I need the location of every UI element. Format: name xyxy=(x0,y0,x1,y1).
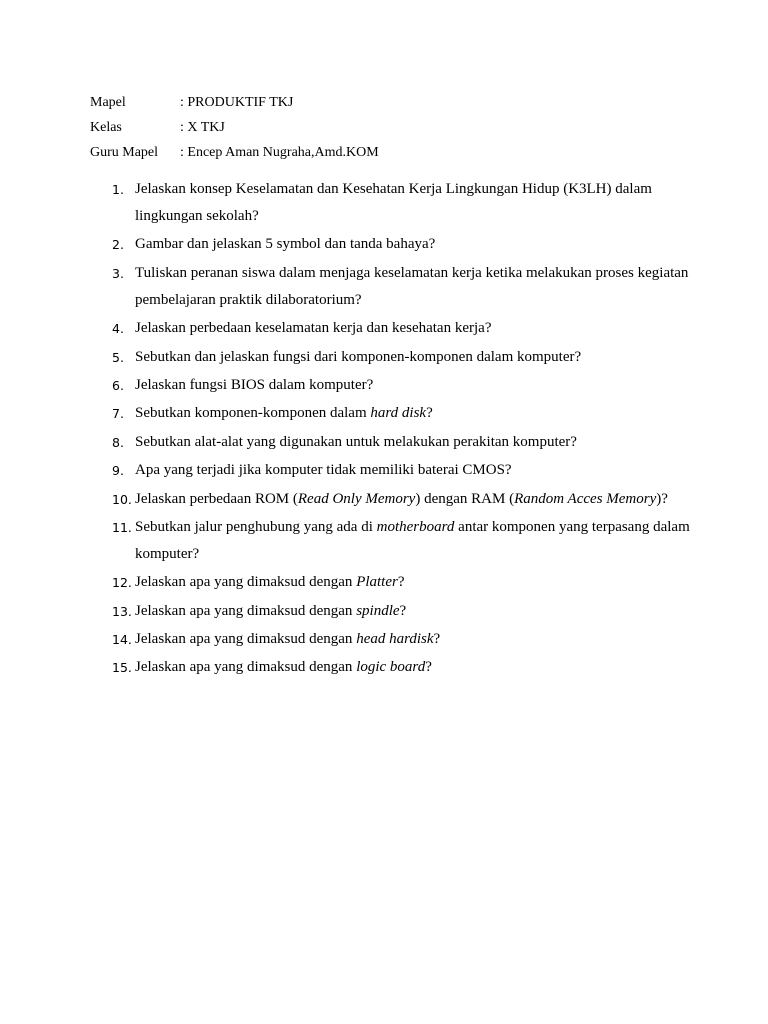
question-text-segment: Gambar dan jelaskan 5 symbol dan tanda bahaya? xyxy=(135,236,436,253)
question-item xyxy=(100,176,690,230)
question-text xyxy=(135,344,690,371)
question-number-label: 4. xyxy=(112,321,124,337)
header-value: : X TKJ xyxy=(180,120,225,135)
question-text-emphasis: head hardisk xyxy=(356,631,434,648)
question-item xyxy=(100,400,690,427)
question-text-segment: Jelaskan fungsi BIOS dalam komputer? xyxy=(135,376,374,393)
header-row-guru-mapel xyxy=(90,140,690,165)
question-number xyxy=(100,654,135,681)
question-text-segment: ? xyxy=(399,602,407,619)
question-text xyxy=(135,486,690,513)
question-text-segment: ? xyxy=(433,631,441,648)
question-list xyxy=(100,176,690,683)
question-item xyxy=(100,514,690,568)
question-number xyxy=(100,486,135,513)
question-text-segment: ? xyxy=(426,405,433,422)
question-text-segment: Tuliskan peranan siswa dalam menjaga keselamatan kerja ketika melakukan proses kegiatan pembelajaran praktik dilaboratorium? xyxy=(135,264,689,308)
question-number-label: 5. xyxy=(112,349,124,365)
question-item xyxy=(100,372,690,399)
question-text xyxy=(135,231,690,258)
header-row-mapel xyxy=(90,90,690,115)
question-text-emphasis: hard disk xyxy=(370,405,427,422)
question-text-segment: Jelaskan perbedaan keselamatan kerja dan kesehatan kerja? xyxy=(135,320,492,337)
question-item xyxy=(100,231,690,258)
question-text-segment: Sebutkan alat-alat yang digunakan untuk melakukan perakitan komputer? xyxy=(135,433,577,450)
header-row-kelas xyxy=(90,115,690,140)
question-number-label: 12. xyxy=(112,575,132,591)
question-text-segment: Apa yang terjadi jika komputer tidak memiliki baterai CMOS? xyxy=(135,462,512,479)
question-text-segment: )? xyxy=(656,490,668,507)
question-text-segment: Jelaskan perbedaan ROM ( xyxy=(135,490,298,507)
question-number-label: 9. xyxy=(112,463,124,479)
question-number xyxy=(100,260,135,314)
question-item xyxy=(100,569,690,596)
question-item xyxy=(100,260,690,314)
question-text-segment: Sebutkan komponen-komponen dalam xyxy=(135,405,371,422)
question-text-segment: antar komponen yang terpasang dalam komputer? xyxy=(135,518,690,562)
question-text-segment: Jelaskan apa yang dimaksud dengan xyxy=(135,602,357,619)
question-number xyxy=(100,429,135,456)
question-text-segment: Sebutkan dan jelaskan fungsi dari komponen-komponen dalam komputer? xyxy=(135,348,582,365)
question-text-emphasis: Platter xyxy=(356,574,398,591)
question-number-label: 11. xyxy=(112,519,132,535)
question-item xyxy=(100,429,690,456)
question-item xyxy=(100,598,690,625)
header-label: Mapel xyxy=(90,95,126,110)
question-text-segment: Jelaskan apa yang dimaksud dengan xyxy=(135,631,357,648)
question-text xyxy=(135,315,690,342)
question-text-segment: Jelaskan apa yang dimaksud dengan xyxy=(135,659,357,676)
question-text xyxy=(135,514,690,568)
question-number xyxy=(100,400,135,427)
question-text-segment: Jelaskan apa yang dimaksud dengan xyxy=(135,574,357,591)
question-number xyxy=(100,372,135,399)
question-item xyxy=(100,486,690,513)
question-text xyxy=(135,176,690,230)
question-text xyxy=(135,654,690,681)
question-number-label: 3. xyxy=(112,265,124,281)
question-number-label: 15. xyxy=(112,660,132,676)
question-number xyxy=(100,598,135,625)
question-number xyxy=(100,231,135,258)
question-number xyxy=(100,569,135,596)
question-number xyxy=(100,457,135,484)
question-text-segment: Sebutkan jalur penghubung yang ada di xyxy=(135,518,377,535)
question-item xyxy=(100,457,690,484)
question-number xyxy=(100,514,135,568)
question-text-emphasis: motherboard xyxy=(376,518,455,535)
question-number-label: 10. xyxy=(112,491,132,507)
document-header xyxy=(90,90,690,165)
question-number-label: 13. xyxy=(112,603,132,619)
question-text xyxy=(135,372,690,399)
question-number-label: 2. xyxy=(112,237,124,253)
question-text xyxy=(135,457,690,484)
question-text xyxy=(135,260,690,314)
question-text xyxy=(135,429,690,456)
question-number-label: 1. xyxy=(112,182,124,197)
question-number-label: 7. xyxy=(112,406,124,422)
question-text-segment: ? xyxy=(397,574,405,591)
question-number xyxy=(100,176,135,230)
question-number-label: 6. xyxy=(112,377,124,393)
question-item xyxy=(100,654,690,681)
question-item xyxy=(100,626,690,653)
header-value: : PRODUKTIF TKJ xyxy=(180,95,294,110)
question-text xyxy=(135,598,690,625)
question-item xyxy=(100,344,690,371)
header-value: : Encep Aman Nugraha,Amd.KOM xyxy=(180,145,379,160)
question-text-emphasis: spindle xyxy=(356,602,400,619)
question-text-emphasis: Random Acces Memory xyxy=(514,490,657,507)
question-text xyxy=(135,400,690,427)
question-text-segment: ) dengan RAM ( xyxy=(415,490,515,507)
question-text-emphasis: logic board xyxy=(356,659,426,676)
question-number xyxy=(100,315,135,342)
question-number xyxy=(100,626,135,653)
question-text xyxy=(135,569,690,596)
question-text-segment: Jelaskan konsep Keselamatan dan Kesehatan Kerja Lingkungan Hidup (K3LH) dalam lingkungan sekolah? xyxy=(135,181,652,224)
question-item xyxy=(100,315,690,342)
question-text-emphasis: Read Only Memory xyxy=(297,490,416,507)
question-number-label: 8. xyxy=(112,434,124,450)
question-text xyxy=(135,626,690,653)
question-number xyxy=(100,344,135,371)
question-text-segment: ? xyxy=(425,659,432,676)
question-number-label: 14. xyxy=(112,632,132,648)
header-label: Guru Mapel xyxy=(90,145,159,160)
header-label: Kelas xyxy=(90,120,122,135)
